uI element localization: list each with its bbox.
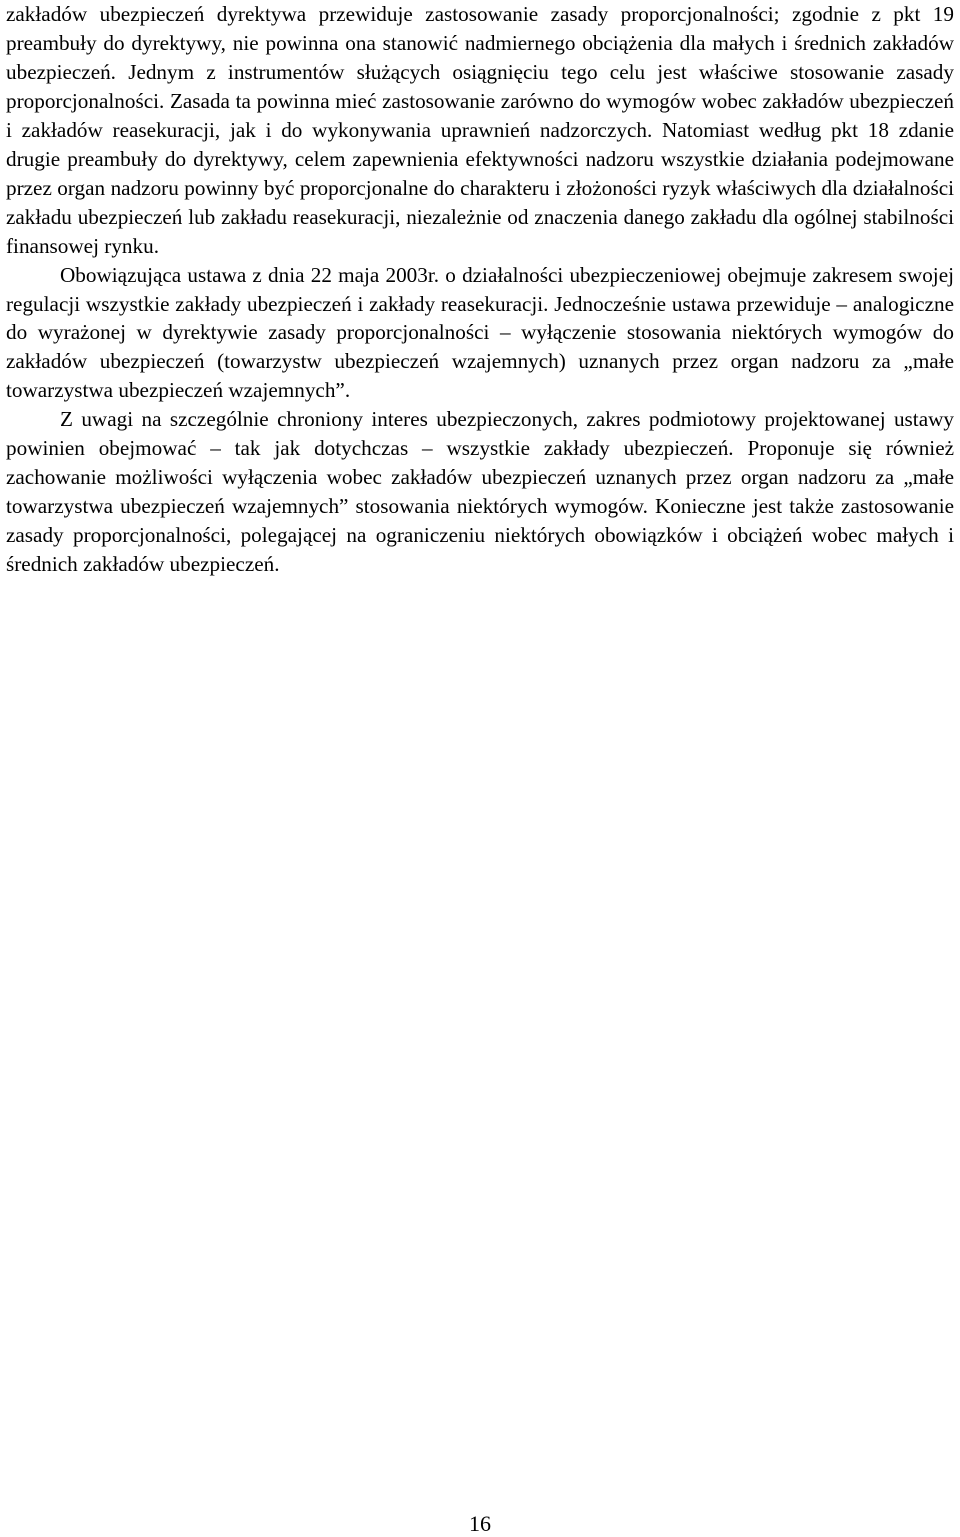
paragraph-proposal: Z uwagi na szczególnie chroniony interes ubezpieczonych, zakres podmiotowy projektowanej ustawy powinien obejmować – tak jak dotychczas – wszystkie zakłady ubezpieczeń. Proponuje się również zachowanie możliwości wyłączenia wobec zakładów ubezpieczeń uznanych przez organ nadzoru za „małe towarzystwa ubezpieczeń wzajemnych” stosowania niektórych wymogów. Konieczne jest także zastosowanie zasady proporcjonalności, polegającej na ograniczeniu niektórych obowiązków i obciążeń wobec małych i średnich zakładów ubezpieczeń. <box>6 407 954 577</box>
document-body <box>6 0 954 579</box>
page-number: 16 <box>469 1511 491 1536</box>
paragraph-proportionality-directive: zakładów ubezpieczeń dyrektywa przewiduje zastosowanie zasady proporcjonalności; zgodnie z pkt 19 preambuły do dyrektywy, nie powinna ona stanowić nadmiernego obciążenia dla małych i średnich zakładów ubezpieczeń. Jednym z instrumentów służących osiągnięciu tego celu jest właściwe stosowanie zasady proporcjonalności. Zasada ta powinna mieć zastosowanie zarówno do wymogów wobec zakładów ubezpieczeń i zakładów reasekuracji, jak i do wykonywania uprawnień nadzorczych. Natomiast według pkt 18 zdanie drugie preambuły do dyrektywy, celem zapewnienia efektywności nadzoru wszystkie działania podejmowane przez organ nadzoru powinny być proporcjonalne do charakteru i złożoności ryzyk właściwych dla działalności zakładu ubezpieczeń lub zakładu reasekuracji, niezależnie od znaczenia danego zakładu dla ogólnej stabilności finansowej rynku. <box>6 2 954 258</box>
paragraph-current-act: Obowiązująca ustawa z dnia 22 maja 2003r. o działalności ubezpieczeniowej obejmuje zakresem swojej regulacji wszystkie zakłady ubezpieczeń i zakłady reasekuracji. Jednocześnie ustawa przewiduje – analogiczne do wyrażonej w dyrektywie zasady proporcjonalności – wyłączenie stosowania niektórych wymogów do zakładów ubezpieczeń (towarzystw ubezpieczeń wzajemnych) uznanych przez organ nadzoru za „małe towarzystwa ubezpieczeń wzajemnych”. <box>6 262 954 403</box>
